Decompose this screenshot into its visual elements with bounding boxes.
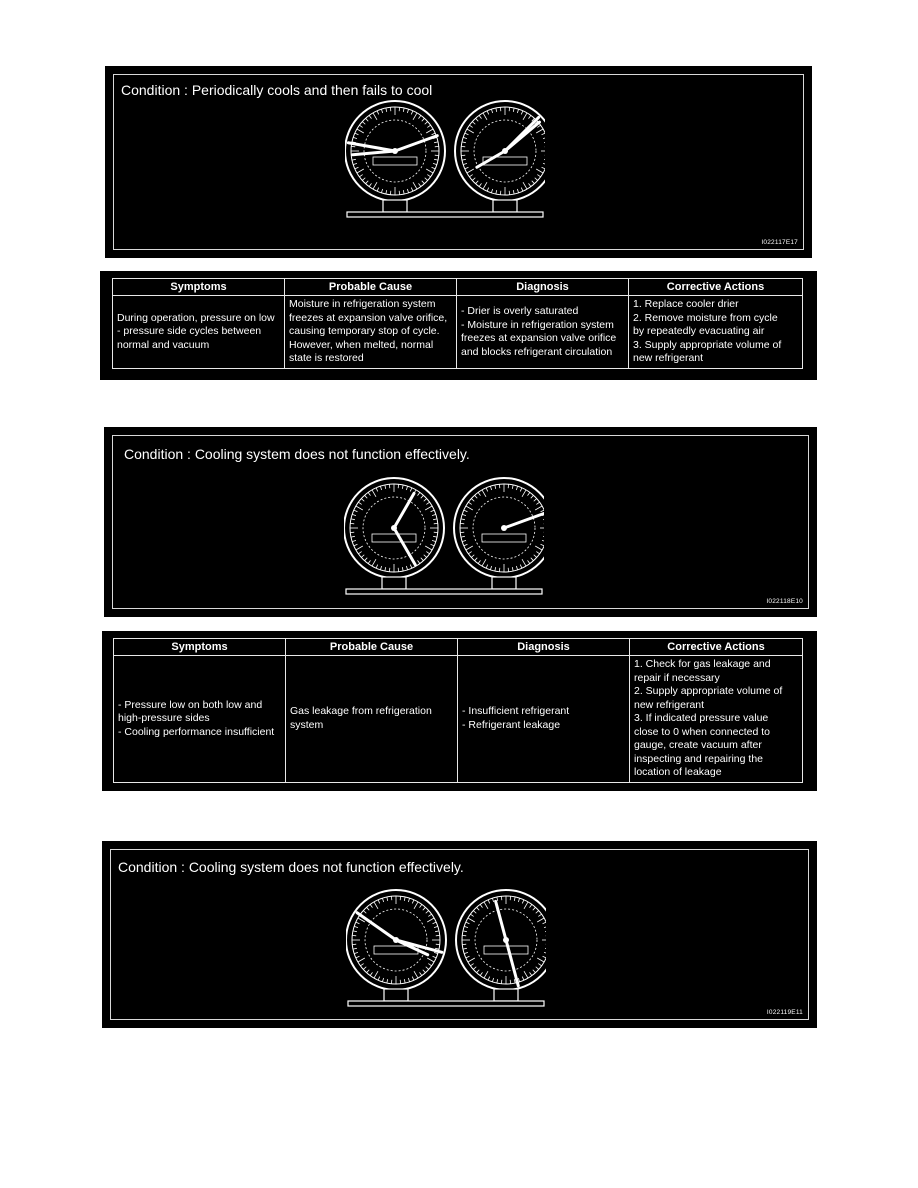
header-probable-cause: Probable Cause <box>286 639 458 656</box>
table-row <box>113 296 803 369</box>
actions-cell: 1. Replace cooler drier 2. Remove moisture from cycle by repeatedly evacuating air 3. Supply appropriate volume of new refrigerant <box>629 296 803 369</box>
low-pressure-gauge <box>344 478 444 578</box>
gauge-set-drawing <box>346 885 546 1017</box>
high-pressure-gauge <box>455 101 545 201</box>
manifold-gauge-set-illustration <box>346 885 546 1022</box>
figure-code: I022118E10 <box>766 598 803 605</box>
condition-title: Condition : Cooling system does not function effectively. <box>124 446 470 462</box>
condition-figure-3 <box>102 841 817 1028</box>
table-row <box>114 656 803 783</box>
header-diagnosis: Diagnosis <box>458 639 630 656</box>
cause-cell: Moisture in refrigeration system freezes at expansion valve orifice, causing temporary stop of cycle. However, when melted, normal state is restored <box>285 296 457 369</box>
figure-code: I022117E17 <box>761 239 798 246</box>
manifold-gauge-set-illustration <box>345 96 545 233</box>
table-header-row <box>114 639 803 656</box>
table-header-row <box>113 279 803 296</box>
manifold-base <box>348 989 544 1006</box>
manifold-base <box>346 577 542 594</box>
diagnosis-table-panel-2 <box>102 631 817 791</box>
diagnosis-cell: - Insufficient refrigerant - Refrigerant leakage <box>458 656 630 783</box>
actions-cell: 1. Check for gas leakage and repair if necessary 2. Supply appropriate volume of new refrigerant 3. If indicated pressure value close to 0 when connected to gauge, create vacuum after inspecting and repairing the location of leakage <box>630 656 803 783</box>
condition-title: Condition : Periodically cools and then fails to cool <box>121 82 433 98</box>
high-pressure-gauge <box>454 478 544 578</box>
condition-figure-2 <box>104 427 817 617</box>
symptoms-cell: During operation, pressure on low - pressure side cycles between normal and vacuum <box>113 296 285 369</box>
diagnosis-table <box>112 278 803 369</box>
condition-title: Condition : Cooling system does not function effectively. <box>118 859 464 875</box>
figure-code: I022119E11 <box>766 1009 803 1016</box>
cause-cell: Gas leakage from refrigeration system <box>286 656 458 783</box>
low-pressure-gauge <box>345 101 445 201</box>
diagnosis-cell: - Drier is overly saturated - Moisture in refrigeration system freezes at expansion valve orifice and blocks refrigerant circulation <box>457 296 629 369</box>
condition-figure-1 <box>105 66 812 258</box>
symptoms-cell: - Pressure low on both low and high-pressure sides - Cooling performance insufficient <box>114 656 286 783</box>
high-pressure-gauge <box>456 890 546 990</box>
header-corrective-actions: Corrective Actions <box>630 639 803 656</box>
diagnosis-table <box>113 638 803 783</box>
manifold-gauge-set-illustration <box>344 473 544 610</box>
gauge-set-drawing <box>345 96 545 228</box>
header-symptoms: Symptoms <box>113 279 285 296</box>
header-probable-cause: Probable Cause <box>285 279 457 296</box>
header-corrective-actions: Corrective Actions <box>629 279 803 296</box>
low-pressure-gauge <box>346 890 446 990</box>
gauge-set-drawing <box>344 473 544 605</box>
header-diagnosis: Diagnosis <box>457 279 629 296</box>
manifold-base <box>347 200 543 217</box>
diagnosis-table-panel-1 <box>100 271 817 380</box>
header-symptoms: Symptoms <box>114 639 286 656</box>
